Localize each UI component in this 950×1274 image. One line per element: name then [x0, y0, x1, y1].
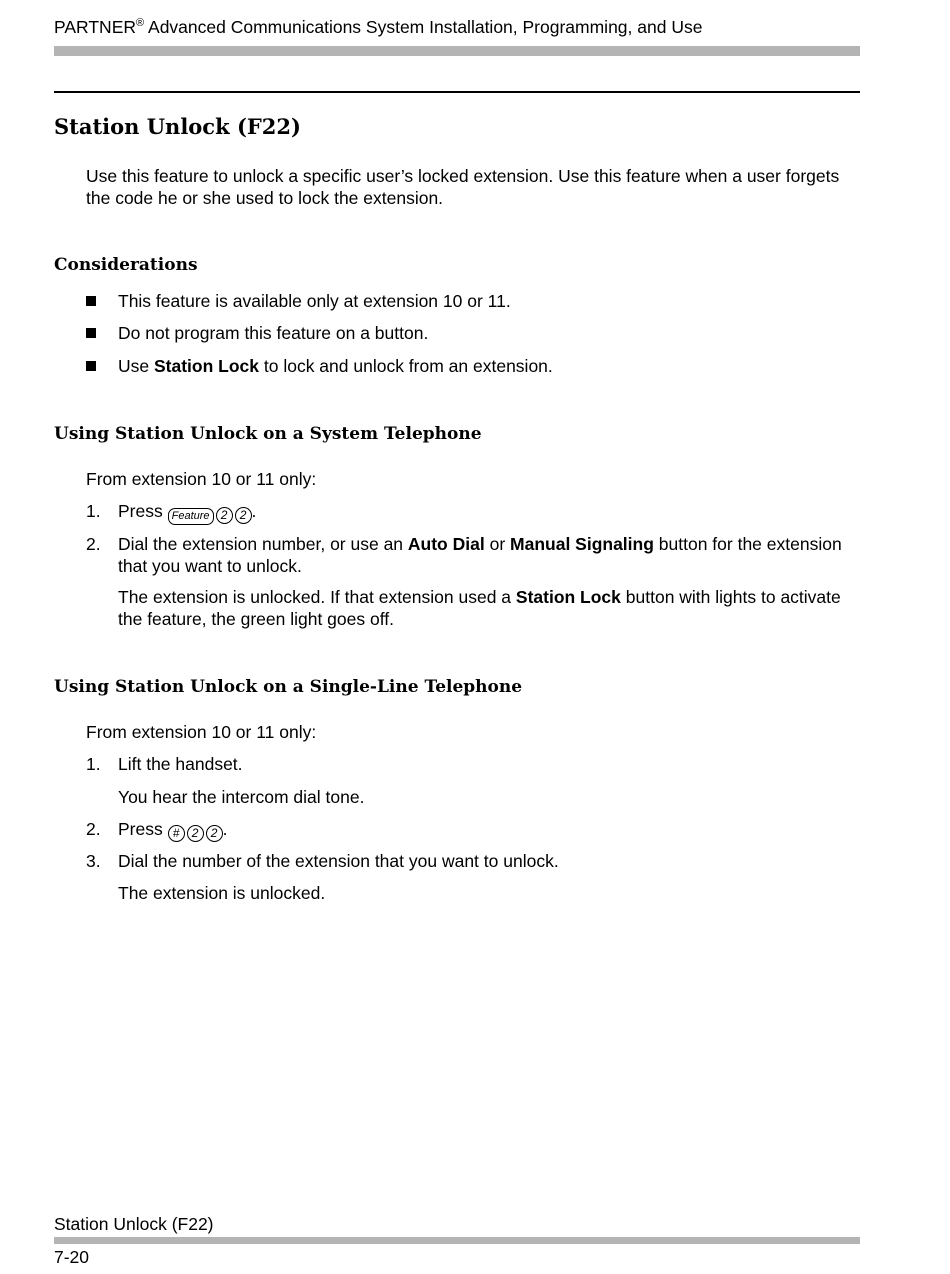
text-run: .: [251, 501, 257, 521]
digit-2-key-icon: 2: [206, 825, 223, 842]
footer-gray-bar: [54, 1237, 860, 1244]
step-text: Dial the number of the extension that you want to unlock.: [118, 851, 559, 871]
step-text: [118, 818, 860, 842]
text-run: to lock and unlock from an extension.: [259, 356, 553, 376]
text-run: Use: [118, 356, 154, 376]
station-lock-term: Station Lock: [515, 587, 621, 607]
step-number: 2.: [86, 534, 101, 554]
footer-section-title: Station Unlock (F22): [54, 1214, 214, 1234]
system-telephone-heading: Using Station Unlock on a System Telephone: [54, 424, 482, 444]
digit-2-key-icon: 2: [216, 507, 233, 524]
text-run: Press: [118, 819, 163, 839]
text-run: button with lights to activate the feature, the green light goes off.: [118, 587, 841, 629]
text-run: Dial the extension number, or use an: [118, 534, 408, 554]
single-line-lead: From extension 10 or 11 only:: [86, 722, 317, 742]
header-title: Advanced Communications System Installation, Programming, and Use: [144, 17, 703, 37]
bullet-text: [118, 355, 553, 377]
text-run: or: [484, 534, 511, 554]
hash-key-icon: #: [168, 825, 185, 842]
header-brand: PARTNER: [54, 17, 137, 37]
considerations-heading: Considerations: [54, 255, 198, 275]
step-number: 3.: [86, 851, 101, 871]
digit-2-key-icon: 2: [187, 825, 204, 842]
step-text: [118, 500, 860, 525]
step-number: 2.: [86, 819, 101, 839]
section-rule: [54, 91, 860, 93]
bullet-mark: [86, 328, 96, 338]
step-note: [118, 586, 866, 630]
step-text: [118, 533, 860, 577]
section-title: Station Unlock (F22): [54, 114, 301, 139]
step-note: The extension is unlocked.: [118, 883, 326, 903]
bullet-mark: [86, 361, 96, 371]
step-number: 1.: [86, 501, 101, 521]
system-telephone-lead: From extension 10 or 11 only:: [86, 469, 317, 489]
registered-mark: ®: [136, 17, 145, 29]
manual-signaling-term: Manual Signaling: [510, 534, 654, 554]
section-intro: Use this feature to unlock a specific user’s locked extension. Use this feature when a user forgets the code he or she used to lock the extension.: [86, 166, 840, 208]
bullet-mark: [86, 296, 96, 306]
text-run: button for the extension that you want to unlock.: [118, 534, 842, 576]
step-text: Lift the handset.: [118, 754, 243, 774]
auto-dial-term: Auto Dial: [407, 534, 485, 554]
step-note: You hear the intercom dial tone.: [118, 787, 365, 807]
text-run: Press: [118, 501, 163, 521]
single-line-telephone-heading: Using Station Unlock on a Single-Line Telephone: [54, 677, 523, 697]
feature-key-icon: Feature: [168, 508, 214, 525]
station-lock-term: Station Lock: [153, 356, 259, 376]
step-number: 1.: [86, 754, 101, 774]
text-run: .: [222, 819, 228, 839]
page-number: 7-20: [54, 1247, 90, 1267]
bullet-text: Do not program this feature on a button.: [118, 323, 429, 343]
header-gray-bar: [54, 46, 860, 56]
bullet-text: This feature is available only at extension 10 or 11.: [118, 291, 511, 311]
text-run: The extension is unlocked. If that extension used a: [118, 587, 516, 607]
digit-2-key-icon: 2: [235, 507, 252, 524]
running-header: [54, 16, 702, 38]
